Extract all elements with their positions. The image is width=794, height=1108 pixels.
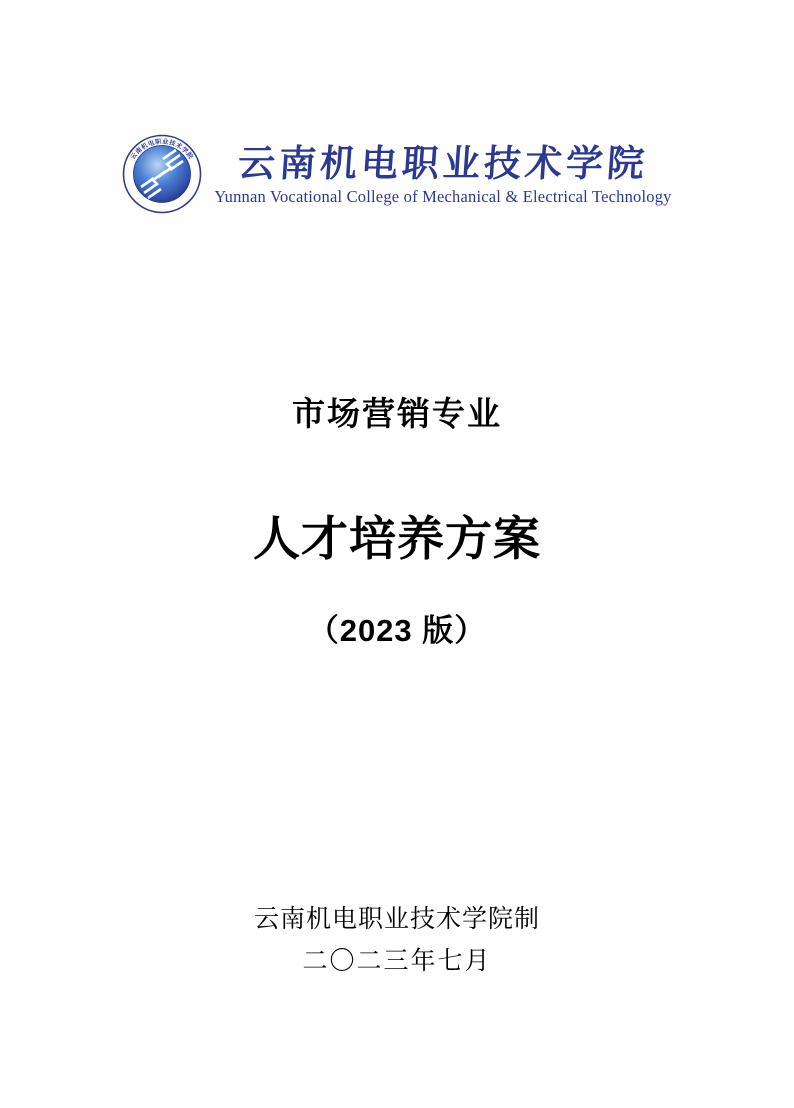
document-main-title: 人才培养方案 (253, 512, 541, 565)
emblem-ring-text-top: 云南机电职业技术学院 (130, 138, 195, 161)
date-line: 二〇二三年七月 (302, 947, 492, 975)
college-logo-header (0, 134, 794, 214)
college-name-chinese: 云南机电职业技术学院 (236, 141, 650, 185)
college-name-english: Yunnan Vocational College of Mechanical & Electrical Technology (214, 187, 672, 206)
issuer-line: 云南机电职业技术学院制 (253, 905, 540, 933)
edition-year-line: （2023 版） (307, 613, 487, 648)
college-emblem-icon (122, 134, 202, 214)
college-name-block (214, 140, 671, 208)
emblem-ring-text-bottom: Yunnan Vocational College of Mechanical & Electrical Technology (135, 183, 190, 203)
major-name-line: 市场营销专业 (292, 395, 502, 432)
